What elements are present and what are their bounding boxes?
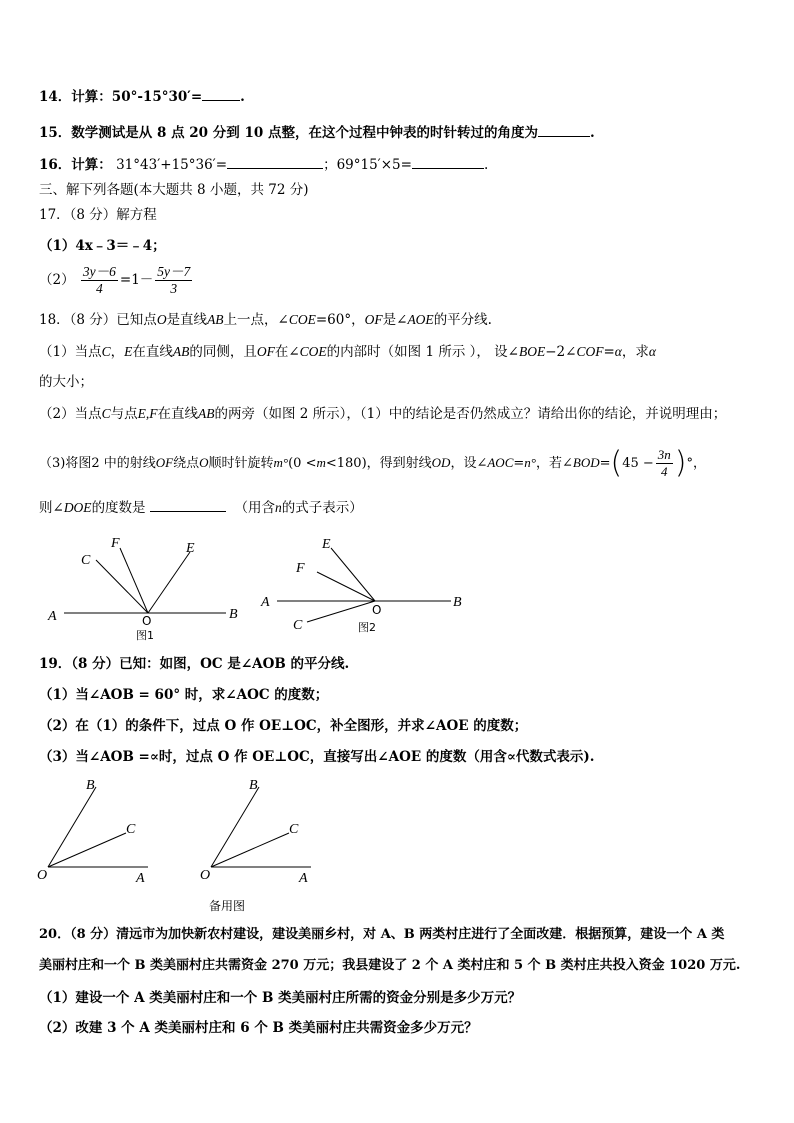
var: O	[199, 455, 209, 470]
text: 上一点，∠	[223, 312, 289, 328]
var: COF	[576, 344, 604, 359]
label-b: B	[453, 595, 462, 610]
text: ，	[110, 344, 125, 360]
question-17-part-2	[39, 264, 194, 297]
numerator: 3n	[657, 447, 671, 462]
text: =	[599, 456, 611, 471]
var: C	[101, 344, 111, 359]
text: 是∠	[382, 312, 408, 328]
ray-of	[120, 548, 148, 613]
text: 与点	[110, 406, 138, 422]
var: OF	[256, 344, 275, 359]
var: m°	[273, 455, 289, 470]
question-19-part-3: （3）当∠AOB =∝时，过点 O 作 OE⊥OC，直接写出∠AOE 的度数（用含∝代数式表示).	[39, 749, 595, 765]
question-19-part-1: （1）当∠AOB = 60° 时，求∠AOC 的度数；	[39, 687, 329, 703]
var: BOE	[519, 344, 546, 359]
left-paren: (	[610, 445, 623, 481]
question-20-part-1: （1）建设一个 A 类美丽村庄和一个 B 类美丽村庄所需的资金分别是多少万元？	[39, 990, 522, 1006]
fraction-right	[155, 264, 192, 297]
text: 在直线	[132, 344, 173, 360]
var: O	[156, 312, 167, 327]
question-17-part-1: （1）4x﹣3＝﹣4；	[39, 238, 166, 254]
label-b: B	[86, 778, 95, 793]
fraction-left	[81, 264, 118, 297]
period: .	[483, 157, 489, 173]
label-c: C	[293, 618, 303, 633]
label-b: B	[229, 607, 238, 622]
ray-ob	[48, 787, 96, 867]
period: .	[589, 125, 595, 141]
text: （3)将图2 中的射线	[39, 456, 156, 471]
label-e: E	[322, 537, 331, 552]
text: （用含	[234, 500, 275, 516]
question-text: 计算：50°-15°30′=	[71, 89, 203, 105]
var: AB	[207, 312, 224, 327]
denominator: 4	[661, 464, 668, 479]
label-b: B	[249, 778, 258, 793]
ray-oc	[48, 833, 126, 867]
text: 的两旁（如图 2 所示），（1）中的结论是否仍然成立？请给出你的结论，并说明理由；	[214, 406, 727, 422]
ray-of	[317, 572, 375, 601]
text: 18．（8 分）已知点	[39, 312, 157, 328]
text: （1）当点	[39, 344, 102, 360]
question-text: 数学测试是从 8 点 20 分到 10 点整，在这个过程中钟表的时针转过的角度为	[71, 125, 538, 141]
text: 的同侧，且	[189, 344, 257, 360]
text: 绕点	[173, 456, 200, 471]
ray-oc	[211, 833, 289, 867]
text: 是直线	[166, 312, 208, 328]
label-a: A	[299, 871, 308, 886]
var: m	[316, 455, 326, 470]
var: OF	[364, 312, 383, 327]
text: =	[513, 456, 525, 471]
question-18-part-3	[39, 447, 706, 480]
answer-blank	[412, 156, 484, 169]
question-number: 14．	[39, 89, 72, 105]
question-17-heading: 17．（8 分）解方程	[39, 207, 157, 223]
var: C	[101, 406, 111, 421]
ray-oc	[96, 560, 148, 613]
text: (0 <	[288, 456, 317, 471]
part-label: （2）	[39, 272, 75, 288]
text: ，设∠	[450, 456, 488, 471]
ray-ob	[211, 787, 259, 867]
question-18-part-1-cont: 的大小；	[39, 374, 93, 390]
question-number: 16．	[39, 157, 72, 173]
figure-2	[255, 530, 470, 640]
var: AOE	[407, 312, 434, 327]
label-o: O	[200, 868, 211, 883]
answer-blank	[538, 124, 590, 137]
answer-blank	[227, 156, 323, 169]
text: 顺时针旋转	[208, 456, 274, 471]
numerator: 3y－6	[82, 264, 116, 279]
text: 则∠	[39, 500, 64, 516]
text: 的式子表示）	[281, 500, 363, 516]
label-o: O	[37, 868, 48, 883]
text: °，	[686, 456, 707, 471]
var: n°	[524, 455, 536, 470]
label-a: A	[136, 871, 145, 886]
text: ，求	[621, 344, 649, 360]
text: −2∠	[545, 344, 577, 360]
figure-caption: 图2	[358, 621, 376, 634]
label-f: F	[296, 561, 305, 576]
ray-oe	[331, 548, 375, 601]
ray-oe	[148, 552, 190, 613]
text: 的平分线.	[433, 312, 492, 328]
label-c: C	[126, 822, 136, 837]
figure-1	[40, 530, 250, 645]
var: COE	[288, 312, 316, 327]
label-f: F	[111, 536, 120, 551]
question-20-part-2: （2）改建 3 个 A 类美丽村庄和 6 个 B 类美丽村庄共需资金多少万元？	[39, 1020, 478, 1036]
section-heading: 三、解下列各题(本大题共 8 小题，共 72 分)	[39, 182, 309, 198]
figure-4	[195, 775, 330, 915]
equation-middle: =1－	[119, 272, 154, 288]
denominator: 4	[96, 281, 103, 296]
fraction	[656, 447, 673, 480]
text: =60°，	[315, 312, 365, 328]
figure-3	[30, 775, 165, 890]
question-19-heading: 19．（8 分）已知：如图，OC 是∠AOB 的平分线.	[39, 656, 350, 672]
question-number: 15．	[39, 125, 72, 141]
text: 在直线	[157, 406, 198, 422]
question-18-part-2	[39, 405, 726, 423]
right-paren: )	[674, 445, 687, 481]
question-16	[39, 156, 488, 174]
question-prefix: 计算：	[71, 157, 112, 173]
text: （2）当点	[39, 406, 102, 422]
figure-caption: 备用图	[209, 899, 246, 913]
question-19-part-2: （2）在（1）的条件下，过点 O 作 OE⊥OC，补全图形，并求∠AOE 的度数；	[39, 718, 528, 734]
label-e: E	[186, 541, 195, 556]
numerator: 5y－7	[157, 264, 191, 279]
question-18-part-3-cont	[39, 499, 363, 517]
var: OF	[155, 455, 174, 470]
var: α	[614, 344, 622, 359]
question-20-line-1: 20．（8 分）清远市为加快新农村建设，建设美丽乡村，对 A、B 两类村庄进行了全面改建．根据预算，建设一个 A 类	[39, 927, 725, 942]
separator: ；	[323, 157, 337, 173]
label-c: C	[289, 822, 299, 837]
figure-caption: 图1	[136, 629, 154, 642]
question-15	[39, 124, 595, 142]
var: OD	[431, 455, 451, 470]
text: 的度数是	[91, 500, 146, 516]
label-c: C	[81, 553, 91, 568]
denominator: 3	[170, 281, 178, 296]
text: 在∠	[274, 344, 300, 360]
var: AB	[197, 406, 215, 421]
question-20-line-2: 美丽村庄和一个 B 类美丽村庄共需资金 270 万元；我县建设了 2 个 A 类村庄和 5 个 B 类村庄共投入资金 1020 万元.	[39, 958, 741, 973]
expression-1: 31°43′+15°36′=	[116, 157, 228, 173]
var: E,F	[137, 406, 158, 421]
text: ，若∠	[535, 456, 573, 471]
question-18-heading	[39, 311, 492, 329]
var: n	[274, 500, 282, 515]
var: AOC	[487, 455, 514, 470]
text: =	[603, 344, 615, 360]
period: .	[240, 89, 245, 105]
label-a: A	[48, 609, 57, 624]
text: <180)	[325, 456, 367, 471]
expression-2: 69°15′×5=	[336, 157, 412, 173]
var: E	[124, 344, 133, 359]
answer-blank	[202, 88, 240, 101]
question-14	[39, 88, 245, 106]
text: 45 −	[622, 456, 654, 471]
label-o: O	[142, 614, 152, 628]
question-18-part-1	[39, 343, 656, 361]
var: BOD	[572, 455, 600, 470]
var: AB	[172, 344, 190, 359]
text: 的内部时（如图 1 所示 ）， 设∠	[326, 344, 519, 360]
var: DOE	[63, 500, 92, 515]
var: α	[648, 344, 656, 359]
answer-blank	[150, 499, 226, 512]
text: ，得到射线	[366, 456, 432, 471]
var: COE	[299, 344, 327, 359]
label-o: O	[372, 603, 382, 617]
label-a: A	[261, 595, 270, 610]
ray-oc	[307, 601, 375, 622]
